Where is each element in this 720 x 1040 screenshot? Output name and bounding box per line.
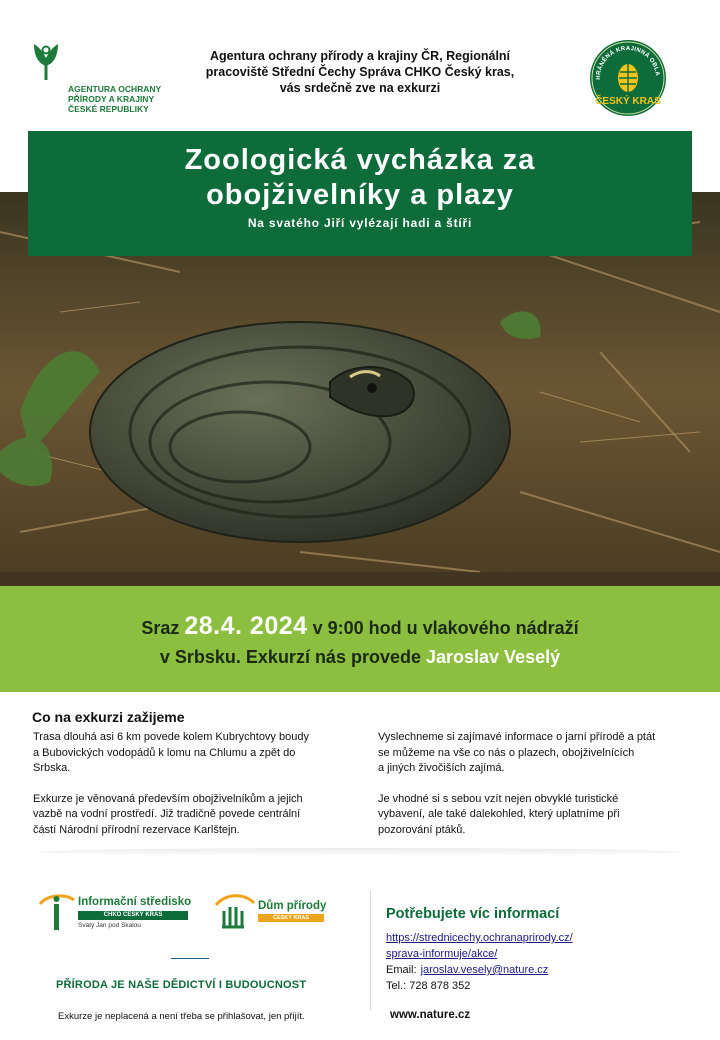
events-link-line2[interactable]: sprava-informuje/akce/ [386, 948, 498, 960]
text-line: částí Národní přírodní rezervace Karlštejn. [33, 823, 240, 836]
invitation-text [195, 48, 525, 96]
aopk-logo [30, 40, 170, 120]
events-link-line1[interactable]: https://strednicechy.ochranaprirody.cz/ [386, 932, 573, 944]
kras-logo-arc-text: HRÁNĚNÁ KRAJINNÁ OBLA [595, 45, 660, 80]
divider-shadow [40, 848, 680, 856]
separator-line [171, 958, 209, 959]
dum-prirody-title: Dům přírody [258, 900, 327, 912]
text-line: Srbska. [33, 762, 71, 774]
paragraph [378, 730, 688, 777]
text-line: Exkurze je věnovaná především obojživelníkům a jejich [33, 792, 303, 805]
kras-logo-name: ČESKÝ KRAS [595, 96, 661, 107]
meeting-line2 [0, 647, 720, 668]
event-title-line1: Zoologická vycházka za [184, 144, 536, 176]
meeting-guide-name: Jaroslav Veselý [426, 647, 561, 667]
aopk-logo-line: AGENTURA OCHRANY [68, 84, 162, 94]
meeting-line1 [0, 612, 720, 641]
aopk-logo-line: PŘÍRODY A KRAJINY [68, 94, 155, 104]
event-title-line2: obojživelníky a plazy [206, 179, 514, 211]
meeting-prefix: Sraz [141, 618, 180, 638]
cesky-kras-logo [588, 38, 668, 118]
aopk-leaf-icon [30, 40, 62, 82]
dum-prirody-logo [212, 889, 342, 935]
aopk-logo-text [68, 84, 161, 114]
section-heading: Co na exkurzi zažijeme [32, 709, 185, 725]
text-line: Je vhodné si s sebou vzít nejen obvyklé turistické [378, 792, 619, 805]
meeting-band [0, 586, 720, 692]
more-info-heading: Potřebujete víc informací [386, 906, 560, 922]
free-entry-note: Exkurze je neplacená a není třeba se přihlašovat, jen přijít. [58, 1011, 305, 1022]
text-line: pozorování ptáků. [378, 823, 466, 836]
description-left-column [33, 730, 343, 853]
info-center-bar: CHKO ČESKÝ KRAS [78, 911, 188, 920]
trilobite-icon [618, 64, 638, 92]
aopk-logo-line: ČESKÉ REPUBLIKY [68, 104, 149, 114]
meeting-guide-prefix: v Srbsku. Exkurzí nás provede [159, 647, 421, 667]
invitation-line: Agentura ochrany přírody a krajiny ČR, Regionální [209, 49, 511, 63]
dum-prirody-icon [212, 889, 256, 933]
info-center-icon [36, 890, 76, 934]
phone-number: Tel.: 728 878 352 [386, 980, 471, 992]
dum-prirody-bar: ČESKÝ KRAS [258, 914, 324, 922]
motto: PŘÍRODA JE NAŠE DĚDICTVÍ I BUDOUCNOST [56, 979, 307, 991]
meeting-time-place: v 9:00 hod u vlakového nádraží [312, 618, 579, 638]
text-line: Vyslechneme si zajímavé informace o jarní přírodě a ptát [378, 731, 656, 743]
invitation-line: vás srdečně zve na exkurzi [279, 81, 441, 95]
text-line: se můžeme na vše co nás o plazech, obojživelnících [378, 746, 635, 759]
text-line: a jiných živočiších zajímá. [378, 762, 505, 774]
event-subtitle: Na svatého Jiří vylézají hadi a štíři [247, 216, 473, 230]
text-line: Trasa dlouhá asi 6 km povede kolem Kubrychtovy boudy [33, 731, 309, 743]
footer-divider [370, 890, 371, 1010]
text-line: a Bubovických vodopádů k lomu na Chlumu a zpět do [33, 746, 296, 759]
meeting-date: 28.4. 2024 [184, 612, 308, 640]
text-line: vybavení, ale také dalekohled, který uplatníme při [378, 808, 620, 820]
title-box [28, 131, 692, 256]
info-center-subtitle: Svatý Jan pod Skalou [78, 922, 141, 929]
invitation-line: pracoviště Střední Čechy Správa CHKO Český kras, [205, 65, 515, 79]
description-right-column [378, 730, 688, 853]
email-row [386, 964, 548, 976]
info-center-logo [36, 890, 196, 936]
email-label: Email: [386, 964, 417, 976]
info-center-title: Informační středisko [78, 896, 192, 908]
paragraph [378, 792, 688, 839]
paragraph [33, 792, 343, 839]
email-link[interactable]: jaroslav.vesely@nature.cz [420, 964, 549, 976]
website-link[interactable]: www.nature.cz [390, 1009, 471, 1021]
paragraph [33, 730, 343, 777]
text-line: vazbě na vodní prostředí. Již tradičně povede centrální [33, 808, 301, 820]
